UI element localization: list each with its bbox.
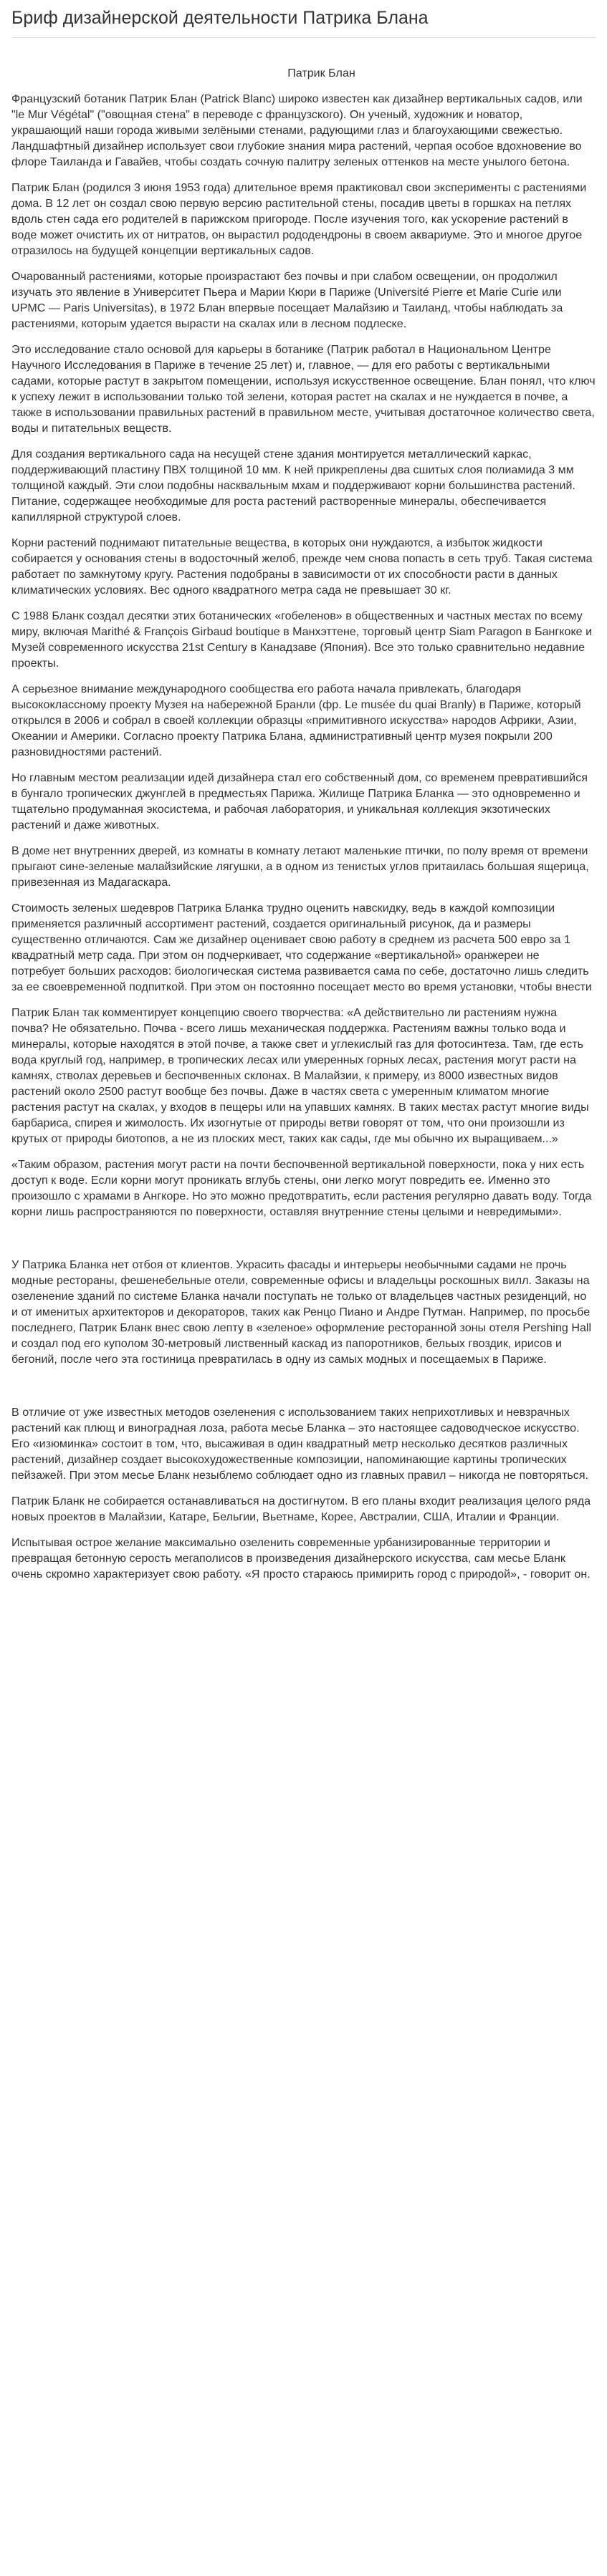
page-title: Бриф дизайнерской деятельности Патрика Блана (11, 8, 429, 28)
paragraph: Для создания вертикального сада на несущей стене здания монтируется металлический каркас, поддерживающий пластину ПВХ толщиной 10 мм. К ней прикреплены два сшитых слоя полиамида 3 мм толщиной каждый. Эти слои подобны насквальным мхам и поддерживают корни большинства растений. Питание, содержащее необходимые для роста растений растворенные минералы, обеспечивается капиллярной структурой слоев. (11, 448, 575, 524)
paragraph: Французский ботаник Патрик Блан (Patrick Blanc) широко известен как дизайнер вертикальных садов, или "le Mur Végétal" ("овощная стена" в переводе с французского). Он ученый, художник и новатор, украшающий наши города живыми зелёными стенами, радующими глаз и благоухающими свежестью. Ландшафтный дизайнер использует свои глубокие знания мира растений, черпая особое вдохновение во флоре Таиланда и Гавайев, чтобы создать сочную палитру зеленых оттенков на месте унылого бетона. (11, 92, 583, 168)
paragraph: С 1988 Бланк создал десятки этих ботанических «гобеленов» в общественных и частных местах по всему миру, включая Marithé & François Girbaud boutique в Манхэттене, торговый центр Siam Paragon в Бангкоке и Музей современного искусства 21st Century в Канадзаве (Япония). Все это только сравнительно недавние проекты. (11, 609, 593, 670)
paragraph: Патрик Бланк не собирается останавливаться на достигнутом. В его планы входит реализация целого ряда новых проектов в Малайзии, Катаре, Бельгии, Вьетнаме, Корее, Австралии, США, Италии и Франции. (11, 1495, 591, 1523)
paragraph: А серьезное внимание международного сообщества его работа начала привлекать, благодаря высококлассному проекту Музея на набережной Бранли (фр. Le musée du quai Branly) в Париже, который открылся в 2006 и собрал в своей коллекции образцы «примитивного искусства» народов Африки, Азии, Океании и Америки. Согласно проекту Патрика Блана, административный центр музея покрыли 200 разновидностями растений. (11, 682, 581, 758)
paragraph: Но главным местом реализации идей дизайнера стал его собственный дом, со временем превратившийся в бунгало тропических джунглей в предместьях Парижа. Жилище Патрика Бланка — это одновременно и тщательно продуманная экосистема, и рабочая лаборатория, и уникальная коллекция экзотических растений и даже животных. (11, 771, 588, 831)
article-subtitle: Патрик Блан (287, 67, 355, 79)
title-divider (11, 37, 596, 38)
paragraph: Стоимость зеленых шедевров Патрика Бланка трудно оценить навскидку, ведь в каждой композиции применяется различный ассортимент растений, создается оригинальный рисунок, да и размеры существенно отличаются. Сам же дизайнер оценивает свою работу в среднем из расчета 500 евро за 1 квадратный метр сада. При этом он подчеркивает, что содержание «вертикальной» оранжереи не потребует больших расходов: биологическая система развивается сама по себе, достаточно лишь следить за ее своевременной подпиткой. При этом он постоянно посещает место во время установки, чтобы внести (11, 902, 592, 993)
paragraph: «Таким образом, растения могут расти на почти беспочвенной вертикальной поверхности, пока у них есть доступ к воде. Если корни могут проникать вглубь стены, они легко могут повредить ее. Именно это произошло с храмами в Ангкоре. Но это можно предотвратить, если растения регулярно давать воду. Тогда корни лишь распространяются по поверхности, оставляя внутренние стены целыми и невредимыми». (11, 1158, 592, 1218)
paragraph: В отличие от уже известных методов озеленения с использованием таких неприхотливых и невзрачных растений как плющ и виноградная лоза, работа месье Бланка – это настоящее садоводческое искусство. Его «изюминка» состоит в том, что, высаживая в один квадратный метр несколько десятков различных растений, дизайнер создает высокохудожественные композиции, напоминающие картины тропических пейзажей. При этом месье Бланк незыблемо соблюдает одно из главных правил – никогда не повторяться. (11, 1406, 589, 1482)
article-body (11, 91, 596, 1582)
paragraph: Это исследование стало основой для карьеры в ботанике (Патрик работал в Национальном Центре Научного Исследования в Париже в течение 25 лет) и, главное, — для его работы с вертикальными садами, которые растут в закрытом помещении, используя искусственное освещение. Блан понял, что ключ к успеху лежит в использовании только той зелени, которая растет на скалах и не нуждается в почве, а также в использовании правильных растений в правильном месте, учитывая достаточное количество света, воды и питательных веществ. (11, 343, 596, 435)
paragraph: В доме нет внутренних дверей, из комнаты в комнату летают маленькие птички, по полу время от времени прыгают сине-зеленые малайзийские лягушки, а в одном из тенистых углов притаилась большая ящерица, привезенная из Мадагаскара. (11, 844, 589, 889)
paragraph: Патрик Блан (родился 3 июня 1953 года) длительное время практиковал свои эксперименты с растениями дома. В 12 лет он создал свою первую версию растительной стены, посадив цветы в горшках на петлях вдоль стен сада его родителей в парижском пригороде. После изучения того, как ускорение растений в воде может очистить их от нитратов, он вырастил рододендроны в своем аквариуме. Это и многое другое отразилось на будущей концепции вертикальных садов. (11, 181, 587, 257)
paragraph: Очарованный растениями, которые произрастают без почвы и при слабом освещении, он продолжил изучать это явление в Университет Пьера и Марии Кюри в Париже (Université Pierre et Marie Curie или UPMC — Paris Universitas), в 1972 Блан впервые посещает Малайзию и Таиланд, чтобы наблюдать за растениями, которым удается вырасти на скалах или в лесном подлеске. (11, 270, 563, 330)
paragraph: Патрик Блан так комментирует концепцию своего творчества: «А действительно ли растениям нужна почва? Не обязательно. Почва - всего лишь механическая поддержка. Растениям важны только вода и минералы, которые находятся в этой почве, а также свет и углекислый газ для фотосинтеза. Там, где есть вода круглый год, например, в тропических лесах или умеренных горных лесах, растения могут расти на камнях, стволах деревьев и беспочвенных склонах. В Малайзии, к примеру, из 8000 известных видов растений около 2500 растут вообще без почвы. Даже в частях света с умеренным климатом многие растения растут на скалах, у входов в пещеры или на упавших камнях. В таких местах растут многие виды барбариса, спирея и жимолость. Их изогнутые от природы ветви говорят от том, что они произошли из крутых от природы биотопов, а не из плоских мест, таких как сады, где мы обычно их выращиваем...» (11, 1006, 589, 1145)
paragraph: У Патрика Бланка нет отбоя от клиентов. Украсить фасады и интерьеры необычными садами не прочь модные рестораны, фешенебельные отели, современные офисы и владельцы роскошных вилл. Заказы на озеленение зданий по системе Бланка начали поступать не только от владельцев частных резиденций, но и от именитых архитекторов и декораторов, таких как Ренцо Пиано и Андре Путман. Например, по просьбе последнего, Патрик Бланк внес свою лепту в «зеленое» оформление ресторанной зоны отеля Pershing Hall и создал под его куполом 30-метровый лиственный каскад из папоротников, бельых гвоздик, ирисов и бегоний, после чего эта гостиница превратилась в одну из самых модных и посещаемых в Париже. (11, 1258, 592, 1366)
paragraph: Испытывая острое желание максимально озеленить современные урбанизированные территории и превращая бетонную серость мегаполисов в произведения дизайнерского искусства, сам месье Бланк очень скромно характеризует свою работу. «Я просто стараюсь примирить город с природой», - говорит он. (11, 1536, 591, 1581)
paragraph: Корни растений поднимают питательные вещества, в которых они нуждаются, а избыток жидкости собирается у основания стены в водосточный желоб, прежде чем снова попасть в сеть труб. Такая система работает по замкнутому кругу. Растения подобраны в зависимости от их способности расти в данных климатических условиях. Вес одного квадратного метра сада не превышает 30 кг. (11, 536, 593, 597)
